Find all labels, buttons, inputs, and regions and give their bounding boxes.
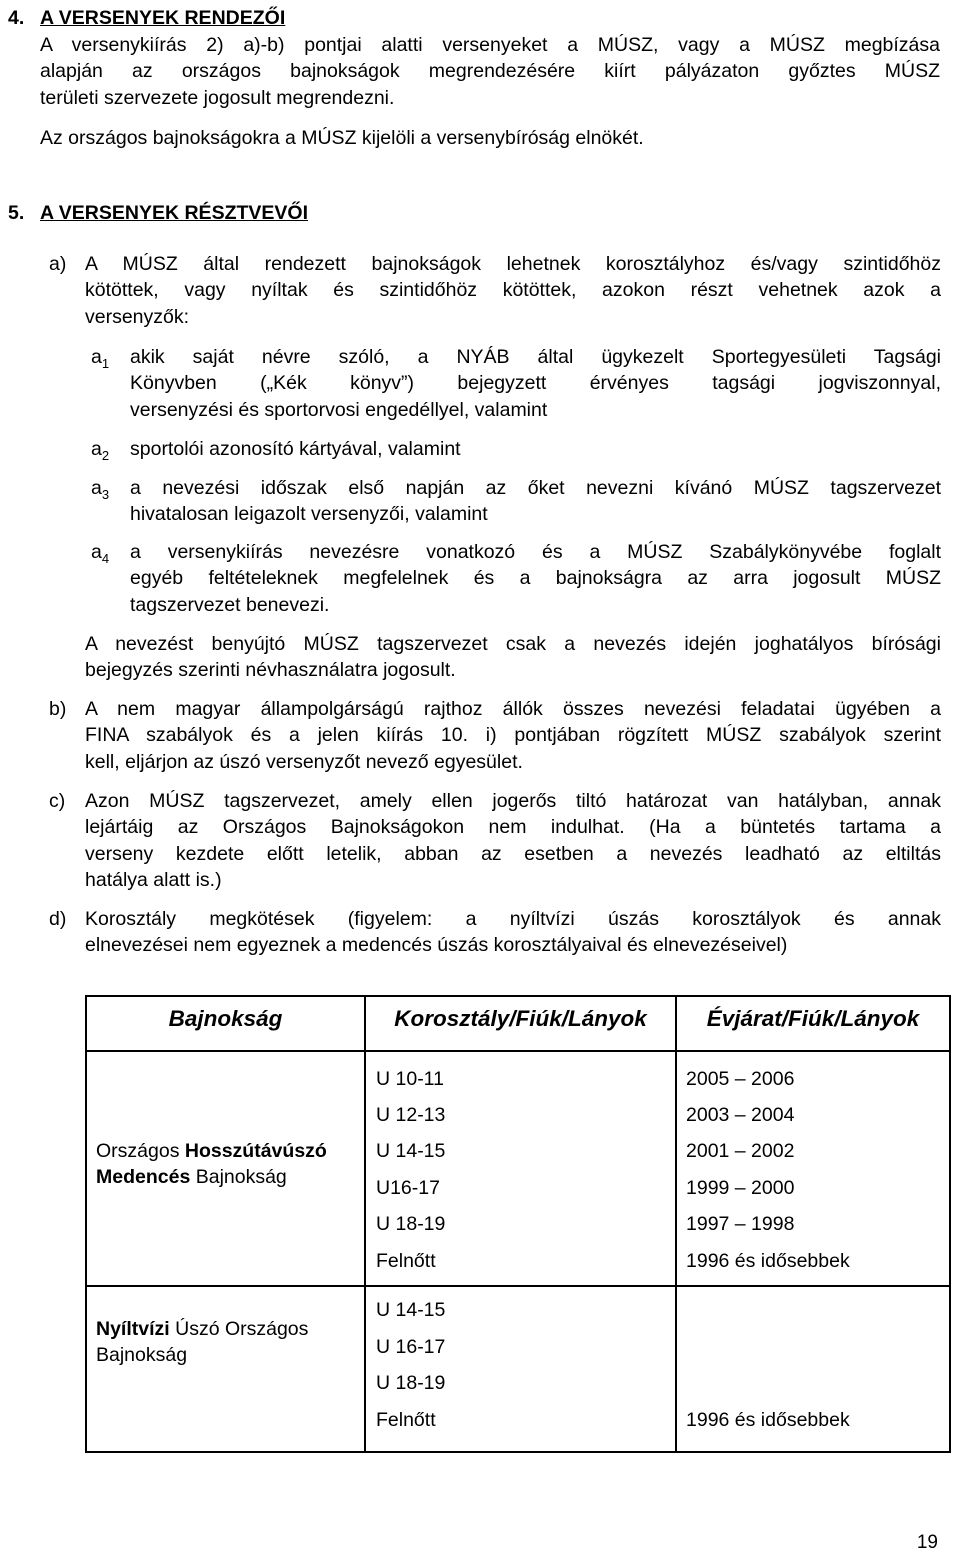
text-line: Könyvben („Kék könyv”) bejegyzett érvényes tagsági jogviszonnyal,: [130, 372, 941, 395]
table-border-row: [85, 1285, 951, 1287]
table-column-divider: [675, 995, 677, 1453]
table-header-age-group: Korosztály/Fiúk/Lányok: [394, 1006, 647, 1031]
sub-item-a4-text: [130, 539, 941, 618]
table-row-1-age-group: U 18-19: [376, 1213, 446, 1235]
table-row-1-year: 2005 – 2006: [686, 1068, 795, 1090]
name-part: Bajnokság: [190, 1166, 287, 1188]
sub-item-label-index: 4: [101, 551, 110, 566]
name-part: Úszó Országos: [169, 1318, 309, 1340]
text-line: akik saját névre szóló, a NYÁB által ügykezelt Sportegyesületi Tagsági: [130, 346, 941, 368]
table-row-1-age-group: U 14-15: [376, 1140, 446, 1162]
text-line: Azon MÚSZ tagszervezet, amely ellen jogerős tiltó határozat van hatályban, annak: [85, 790, 941, 812]
table-row-1-age-group: U16-17: [376, 1177, 440, 1199]
table-column-divider: [364, 995, 366, 1453]
text-line: területi szervezete jogosult megrendezni.: [40, 86, 395, 109]
table-row-1-year: 1999 – 2000: [686, 1177, 795, 1199]
sub-item-a4-label: [91, 539, 109, 567]
table-row-2-name: [96, 1316, 361, 1368]
sub-item-a1-text: [130, 344, 941, 423]
sub-item-a1-label: [91, 344, 109, 372]
text-line: hivatalosan leigazolt versenyzői, valamint: [130, 503, 488, 526]
text-line: A nevezést benyújtó MÚSZ tagszervezet csak a nevezés idején joghatályos bírósági: [85, 633, 941, 655]
table-row-1-year: 1996 és idősebbek: [686, 1250, 850, 1272]
text-line: FINA szabályok és a jelen kiírás 10. i) pontjában rögzített MÚSZ szabályok szerint: [85, 724, 941, 747]
text-line: A nem magyar állampolgárságú rajthoz állók összes nevezési feladatai ügyében a: [85, 698, 941, 720]
table-border-bottom: [85, 1451, 951, 1453]
name-part: Hosszútávúszó: [184, 1140, 327, 1162]
sub-item-label-index: 1: [101, 356, 110, 371]
text-line: egyéb feltételeknek megfelelnek és a bajnokságra az arra jogosult MÚSZ: [130, 567, 941, 590]
table-row-2-year: 1996 és idősebbek: [686, 1409, 850, 1431]
section-4-paragraph-1: [40, 32, 940, 111]
item-a-note: [85, 631, 941, 684]
sub-item-label-index: 3: [101, 487, 110, 502]
table-border-header: [85, 1050, 951, 1052]
table-row-1-age-group: U 10-11: [376, 1068, 444, 1090]
table-header-birth-year: Évjárat/Fiúk/Lányok: [706, 1006, 920, 1031]
text-line: A versenykiírás 2) a)-b) pontjai alatti versenyeket a MÚSZ, vagy a MÚSZ megbízása: [40, 34, 940, 56]
table-row-1-year: 1997 – 1998: [686, 1213, 795, 1235]
text-line: kell, eljárjon az úszó versenyzőt nevező egyesület.: [85, 750, 523, 773]
name-part: Országos: [96, 1140, 185, 1162]
sub-item-label-main: a: [91, 438, 102, 460]
table-row-1-name: [96, 1138, 361, 1190]
section-4-title: A VERSENYEK RENDEZŐI: [40, 7, 286, 29]
championship-table: [85, 995, 951, 1453]
sub-item-label-index: 2: [101, 448, 110, 463]
name-part: Bajnokság: [96, 1344, 188, 1366]
sub-item-a3-text: [130, 475, 941, 528]
table-border-top: [85, 995, 951, 997]
section-4-number: 4.: [8, 7, 25, 29]
item-c-text: [85, 788, 941, 894]
text-line: verseny kezdete előtt letelik, abban az esetben a nevezés leadható az eltiltás: [85, 842, 941, 865]
sub-item-label-main: a: [91, 541, 102, 563]
table-row-1-age-group: U 12-13: [376, 1104, 446, 1126]
item-b-text: [85, 696, 941, 775]
table-border-left: [85, 995, 87, 1453]
text-line: sportolói azonosító kártyával, valamint: [130, 438, 461, 460]
item-a-label: a): [49, 253, 67, 275]
table-row-1-age-group: Felnőtt: [376, 1250, 436, 1272]
text-line: a nevezési időszak első napján az őket nevezni kívánó MÚSZ tagszervezet: [130, 477, 941, 499]
sub-item-label-main: a: [91, 346, 102, 368]
name-part: Nyíltvízi: [96, 1318, 170, 1340]
table-row-1-year: 2003 – 2004: [686, 1104, 795, 1126]
table-row-2-age-group: U 18-19: [376, 1372, 446, 1394]
table-row-2-age-group: Felnőtt: [376, 1409, 436, 1431]
sub-item-a2-text: [130, 436, 941, 462]
table-header-championship: Bajnokság: [168, 1006, 283, 1031]
item-d-text: [85, 906, 941, 959]
item-b-label: b): [49, 698, 67, 720]
text-line: versenyzők:: [85, 305, 190, 328]
table-border-right: [949, 995, 951, 1453]
page-number: 19: [916, 1532, 938, 1553]
item-c-label: c): [49, 790, 66, 812]
text-line: a versenykiírás nevezésre vonatkozó és a MÚSZ Szabálykönyvébe foglalt: [130, 541, 941, 563]
text-line: hatálya alatt is.): [85, 869, 222, 892]
sub-item-a3-label: [91, 475, 109, 503]
text-line: elnevezései nem egyeznek a medencés úszás korosztályaival és elnevezéseivel): [85, 934, 788, 957]
text-line: tagszervezet benevezi.: [130, 593, 330, 616]
text-line: kötöttek, vagy nyíltak és szintidőhöz kötöttek, azokon részt vehetnek azok a: [85, 279, 941, 302]
text-line: A MÚSZ által rendezett bajnokságok lehetnek korosztályhoz és/vagy szintidőhöz: [85, 253, 941, 275]
table-row-2-age-group: U 16-17: [376, 1336, 446, 1358]
text-line: alapján az országos bajnokságok megrendezésére kiírt pályázaton győztes MÚSZ: [40, 60, 940, 83]
text-line: bejegyzés szerinti névhasználatra jogosult.: [85, 659, 456, 682]
section-4-paragraph-2: Az országos bajnokságokra a MÚSZ kijelöli a versenybíróság elnökét.: [40, 127, 644, 149]
section-5-title: A VERSENYEK RÉSZTVEVŐI: [40, 202, 309, 224]
item-d-label: d): [49, 908, 67, 930]
sub-item-a2-label: [91, 436, 109, 464]
item-a-text: [85, 251, 941, 330]
section-5-number: 5.: [8, 202, 25, 224]
text-line: lejártáig az Országos Bajnokságokon nem indulhat. (Ha a büntetés tartama a: [85, 816, 941, 839]
table-row-2-age-group: U 14-15: [376, 1299, 446, 1321]
table-row-1-year: 2001 – 2002: [686, 1140, 795, 1162]
sub-item-label-main: a: [91, 477, 102, 499]
text-line: Korosztály megkötések (figyelem: a nyíltvízi úszás korosztályok és annak: [85, 908, 941, 930]
text-line: versenyzési és sportorvosi engedéllyel, valamint: [130, 398, 548, 421]
name-part: Medencés: [96, 1166, 191, 1188]
